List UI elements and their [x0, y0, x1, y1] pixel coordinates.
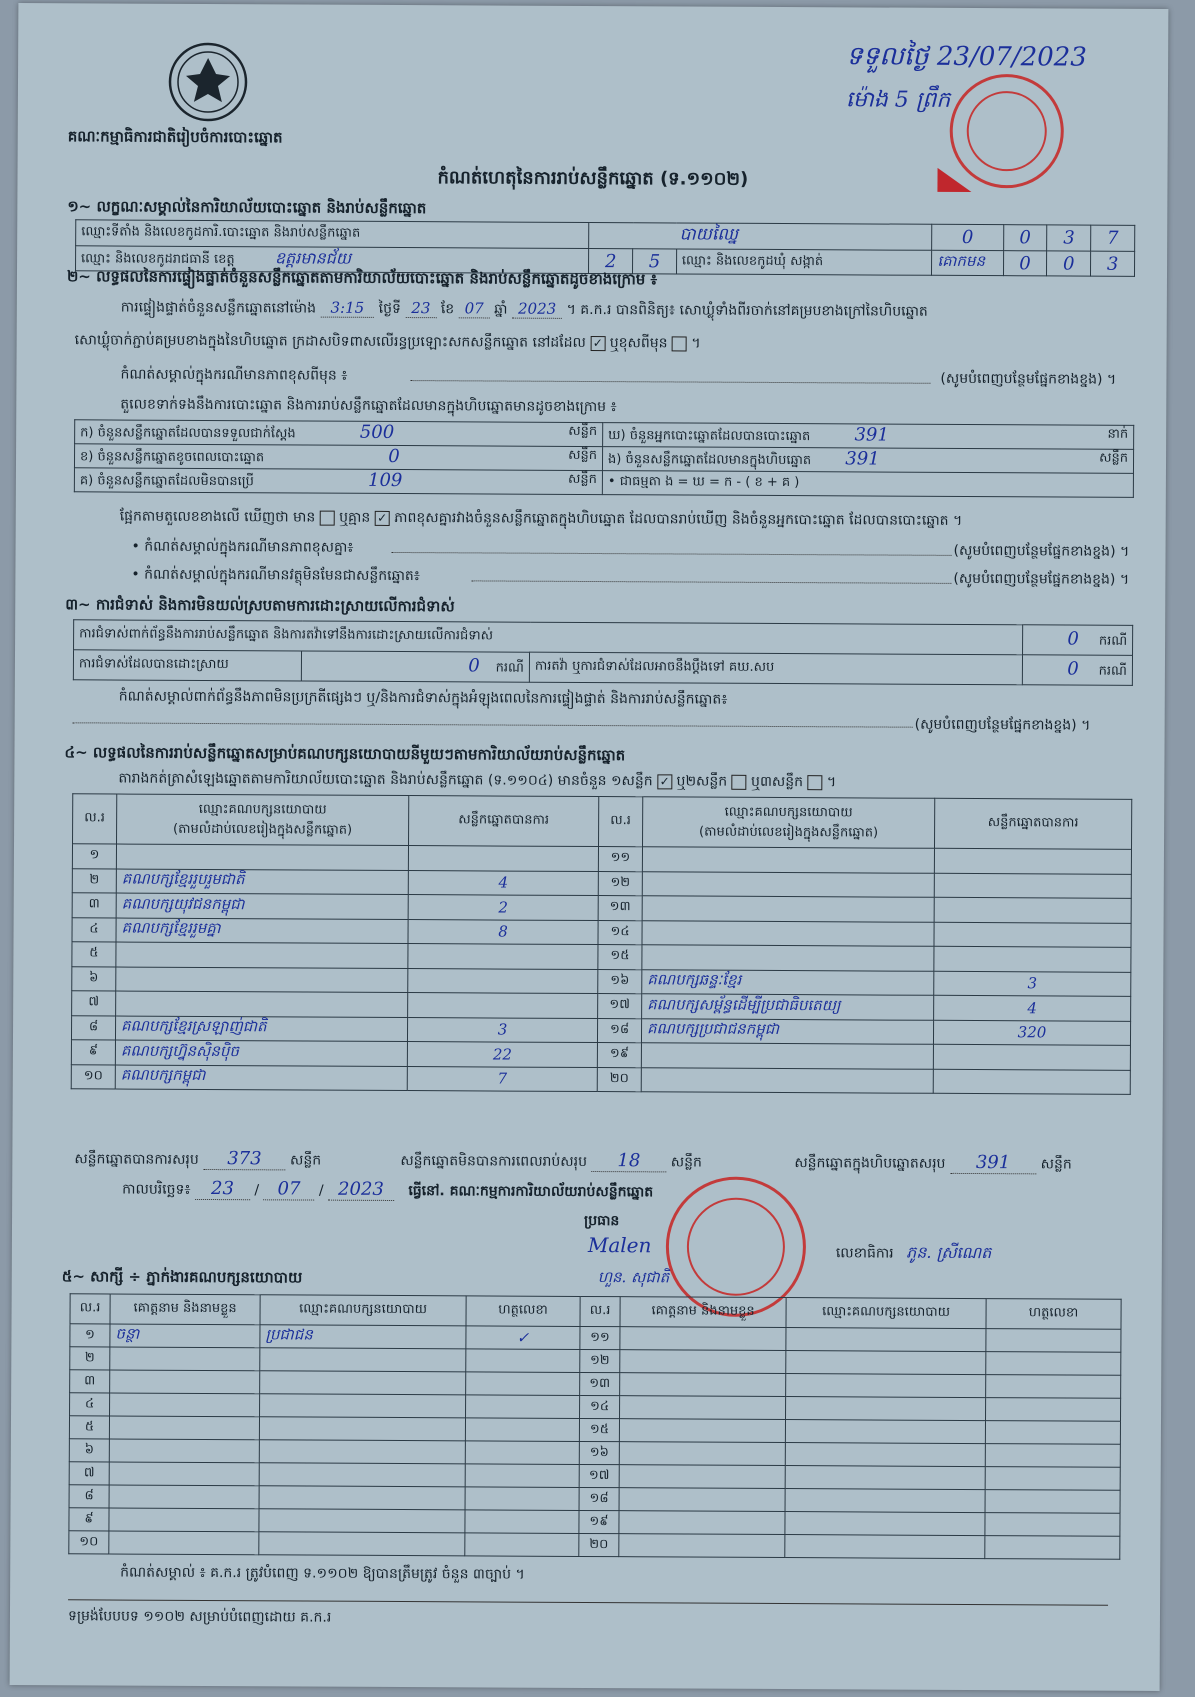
row-number: ៩ — [69, 1508, 109, 1531]
witness-signature — [466, 1372, 580, 1396]
difference-post: ភាពខុសគ្នារវាងចំនួនសន្លឹកឆ្នោតក្នុងហិបឆ្នោត ដែលបានរាប់ឃើញ និងចំនួនអ្នកបោះឆ្នោត ដែលបានបោះឆ្នោត ។ — [394, 509, 963, 529]
witness-signature — [465, 1510, 579, 1534]
unchanged-checkbox[interactable]: ✓ — [590, 336, 605, 351]
party-name — [116, 991, 408, 1017]
formula-note: • ជាធម្មតា ង = ឃ = ក - ( ខ + គ ) — [607, 474, 800, 491]
row-number: ១ — [72, 844, 116, 869]
witness-party — [260, 1348, 466, 1372]
row-number: ១០ — [71, 1064, 115, 1089]
office-label: ឈ្មោះទីតាំង និងលេខកូដការិ.បោះឆ្នោត និងរាប់សន្លឹកឆ្នោត — [76, 220, 589, 249]
witness-signature — [986, 1352, 1121, 1376]
unit-label: ករណី — [1098, 663, 1127, 679]
row-number: ១១ — [580, 1326, 620, 1349]
seal-check-text: សោឃ្លុំចាក់ភ្ជាប់គម្របខាងក្នុងនៃហិបឆ្នោត ក្រដាសបិទពាសលើរន្ធប្រឡោះសកសន្លឹកឆ្នោត នៅដដែល — [74, 332, 586, 351]
chair-name: ហួន. សុជាតិ — [597, 1268, 670, 1287]
unused-ballots-value: 109 — [368, 469, 403, 492]
date-day: 23 — [195, 1178, 250, 1200]
row-number: ៥ — [72, 942, 116, 967]
party-name: គណបក្សឆន្ទៈខ្មែរ — [642, 969, 934, 995]
spoiled-ballots-value: 0 — [388, 445, 400, 468]
witness-name — [619, 1511, 785, 1535]
row-number: ៩ — [71, 1040, 115, 1065]
province-code-digit: 2 — [589, 248, 633, 273]
irregularities-note: កំណត់សម្គាល់ពាក់ព័ន្ធនឹងភាពមិនប្រក្រតីផ្សេងៗ ឬ/និងការជំទាស់ក្នុងអំឡុងពេលនៃការផ្ទៀងផ្ទាត់ និងការរាប់សន្លឹកឆ្នោត៖ — [118, 688, 728, 708]
org-name: គណៈកម្មាធិការជាតិរៀបចំការបោះឆ្នោត — [67, 127, 283, 147]
invalid-total-line — [400, 1151, 702, 1172]
resolved-value: 0 — [468, 655, 480, 677]
unit-label: សន្លឹក — [567, 471, 597, 488]
secretary-label: លេខាធិការ — [835, 1245, 894, 1262]
header-no: ល.រ — [599, 797, 643, 847]
date-year: 2023 — [328, 1179, 394, 1201]
witness-party — [786, 1351, 986, 1375]
witness-name: ចន្ថា — [110, 1324, 260, 1348]
complaints-label: ការជំទាស់ពាក់ព័ន្ធនឹងការរាប់សន្លឹកឆ្នោត និងការតវ៉ាទៅនឹងការដោះស្រាយលើការជំទាស់ — [74, 620, 1023, 655]
row-number: ៥ — [69, 1416, 109, 1439]
difference-note-label: • កំណត់សម្គាល់ក្នុងករណីមានភាពខុសគ្នា៖ — [131, 538, 354, 556]
witness-signature — [985, 1444, 1120, 1468]
section2-title: ២~ លទ្ធផលនៃការផ្ទៀងផ្ទាត់ចំនួនសន្លឹកឆ្នោតតាមការិយាល័យបោះឆ្នោត និងរាប់សន្លឹកឆ្នោតដូចខាងក្រោម ៖ — [66, 267, 658, 289]
party-name: គណបក្សខ្មែររួបរួមជាតិ — [116, 869, 408, 895]
witness-name — [620, 1396, 786, 1420]
witness-party: ប្រជាជន — [260, 1325, 466, 1349]
invalid-total-value: 18 — [591, 1150, 666, 1172]
section5-title: ៥~ សាក្សី ÷ ភ្នាក់ងារគណបក្សនយោបាយ — [61, 1267, 303, 1287]
row-number: ៧ — [72, 991, 116, 1016]
emblem-icon — [166, 40, 250, 124]
complaints-table — [73, 619, 1133, 686]
verify-day-label: ថ្ងៃទី — [378, 300, 401, 318]
footer-divider — [68, 1599, 1108, 1605]
party-name — [116, 844, 408, 870]
chair-label: ប្រធាន — [583, 1212, 620, 1230]
row-number: ៨ — [69, 1485, 109, 1508]
witness-signature — [985, 1536, 1120, 1560]
header-votes: សន្លឹកឆ្នោតបានការ — [409, 796, 599, 847]
received-time: ម៉ោង 5 ព្រឹក — [845, 87, 951, 113]
witness-party — [259, 1486, 465, 1510]
row-number: ១៣ — [598, 896, 642, 921]
appeal-value: 0 — [1067, 658, 1079, 680]
row-number: ៣ — [70, 1370, 110, 1393]
witness-header-signature: ហត្ថលេខា — [986, 1299, 1121, 1330]
box-ballots-value: 391 — [845, 448, 880, 470]
witness-party — [260, 1394, 466, 1418]
row-number: ១៨ — [597, 1018, 641, 1043]
row-number: ៧ — [69, 1462, 109, 1485]
complaints-value: 0 — [1067, 628, 1079, 650]
header-party-sub: (តាមលំដាប់លេខរៀងក្នុងសន្លឹកឆ្នោត) — [173, 821, 353, 838]
witness-name — [619, 1488, 785, 1512]
witness-header-no: ល.រ — [580, 1296, 620, 1326]
witness-header-party: ឈ្មោះគណបក្សនយោបាយ — [786, 1298, 986, 1329]
office-code-digit: 3 — [1047, 225, 1091, 251]
object-note-line — [131, 566, 1130, 589]
witness-signature — [986, 1375, 1121, 1399]
witness-signature: ✓ — [466, 1326, 580, 1350]
party-votes: 2 — [408, 895, 598, 920]
unit-label: ករណី — [495, 660, 524, 676]
party-name — [642, 871, 934, 897]
voters-label: ឃ) ចំនួនអ្នកបោះឆ្នោតដែលបានបោះឆ្នោត — [608, 428, 811, 445]
witness-party — [259, 1440, 465, 1464]
witness-name — [619, 1465, 785, 1489]
no-difference-checkbox[interactable]: ✓ — [375, 510, 390, 525]
row-number: ៦ — [69, 1439, 109, 1462]
form-title: កំណត់ហេតុនៃការរាប់សន្លឹកឆ្នោត (ទ.១១០២) — [437, 167, 749, 190]
row-number: ១៣ — [580, 1372, 620, 1395]
row-number: ៤ — [70, 1393, 110, 1416]
witness-name — [620, 1327, 786, 1351]
row-number: ១២ — [580, 1349, 620, 1372]
object-note-end: (សូមបំពេញបន្ថែមផ្នែកខាងខ្នង) ។ — [953, 570, 1130, 588]
province-label: ឈ្មោះ និងលេខកូដរាជធានី ខេត្ត — [81, 251, 235, 268]
witness-signature — [465, 1418, 579, 1442]
header-party-label: ឈ្មោះគណបក្សនយោបាយ — [724, 804, 853, 820]
unit-label: សន្លឹក — [670, 1154, 702, 1171]
witness-header-name: គោត្តនាម និងនាមខ្លួន — [110, 1294, 260, 1325]
row-number: ១២ — [598, 871, 642, 896]
witness-party — [785, 1512, 985, 1536]
party-votes — [934, 873, 1131, 899]
table-row — [71, 1064, 1130, 1094]
party-votes — [934, 848, 1131, 874]
header-votes: សន្លឹកឆ្នោតបានការ — [934, 798, 1131, 849]
header-party-sub: (តាមលំដាប់លេខរៀងក្នុងសន្លឹកឆ្នោត) — [699, 824, 879, 841]
commune-code-digit: 0 — [1003, 251, 1047, 276]
signing-org: ធ្វើនៅ. គណៈកម្មការការិយាល័យរាប់សន្លឹកឆ្នោត — [408, 1183, 654, 1201]
three-sheets-label: ឬ៣សន្លឹក — [751, 773, 804, 791]
witness-name — [109, 1439, 259, 1463]
table-row — [69, 1531, 1120, 1560]
invalid-total-label: សន្លឹកឆ្នោតមិនបានការពេលរាប់សរុប — [400, 1153, 588, 1170]
changed-checkbox[interactable] — [672, 336, 687, 351]
row-number: ២០ — [579, 1533, 619, 1556]
unused-ballots-label: គ) ចំនួនសន្លឹកឆ្នោតដែលមិនបានប្រើ — [79, 473, 254, 490]
row-number: ១៧ — [598, 994, 642, 1019]
party-name: គណបក្សប្រជាជនកម្ពុជា — [641, 1018, 933, 1044]
witness-signature — [986, 1398, 1121, 1422]
box-total-label: សន្លឹកឆ្នោតក្នុងហិបឆ្នោតសរុប — [794, 1155, 946, 1172]
difference-line — [120, 508, 963, 530]
two-sheets-label: ឬ២សន្លឹក — [676, 773, 728, 790]
row-number: ១៤ — [598, 920, 642, 945]
received-note: ទទួលថ្ងៃ 23/07/2023 — [846, 41, 1087, 73]
province-code-digit: 5 — [633, 249, 677, 274]
witness-signature — [465, 1464, 579, 1488]
header-party — [643, 797, 935, 849]
party-votes: 3 — [934, 971, 1131, 997]
witness-signature — [465, 1441, 579, 1465]
difference-note-line — [131, 538, 1130, 561]
figures-row-3 — [74, 468, 1133, 498]
witness-signature — [985, 1490, 1120, 1514]
witness-party — [259, 1509, 465, 1533]
irregularities-line — [73, 709, 913, 727]
witness-party — [785, 1443, 985, 1467]
seal-check-line: សោឃ្លុំចាក់ភ្ជាប់គម្របខាងក្នុងនៃហិបឆ្នោត ក្រដាសបិទពាសលើរន្ធប្រឡោះសកសន្លឹកឆ្នោត នៅដដែល ✓ ឬខុសពីមុន ។ — [74, 332, 701, 352]
box-total-value: 391 — [950, 1152, 1036, 1174]
party-name: គណបក្សកម្ពុជា — [115, 1065, 407, 1091]
witness-name — [109, 1531, 259, 1555]
verify-day: 23 — [405, 299, 436, 318]
office-code-digit: 0 — [1003, 225, 1047, 251]
row-number: ៤ — [72, 917, 116, 942]
party-votes: 4 — [934, 995, 1131, 1021]
red-mark-icon — [935, 166, 975, 196]
row-number: ១៨ — [579, 1487, 619, 1510]
party-votes — [408, 993, 598, 1018]
witness-signature — [466, 1349, 580, 1373]
unit-label: សន្លឹក — [1099, 450, 1129, 466]
witness-name — [110, 1393, 260, 1417]
witness-name — [109, 1508, 259, 1532]
witness-party — [785, 1420, 985, 1444]
unit-label: នាក់ — [1107, 426, 1129, 442]
party-name — [642, 847, 934, 873]
secretary-name: ភូន. ស្រីណេត — [906, 1242, 992, 1263]
row-number: ១៥ — [579, 1418, 619, 1441]
party-votes: 7 — [407, 1066, 597, 1091]
totals-line — [74, 1149, 321, 1169]
party-name: គណបក្សយុវជនកម្ពុជា — [116, 893, 408, 919]
witness-party — [786, 1397, 986, 1421]
witness-header-no: ល.រ — [70, 1294, 110, 1324]
witness-signature — [986, 1329, 1121, 1353]
witness-signature — [465, 1487, 579, 1511]
party-name — [641, 1043, 933, 1069]
received-ballots-value: 500 — [359, 421, 395, 443]
party-name — [642, 920, 934, 946]
party-name — [641, 1067, 933, 1093]
party-votes: 320 — [933, 1020, 1130, 1046]
box-ballots-label: ង) ចំនួនសន្លឹកឆ្នោតដែលមានក្នុងហិបឆ្នោត — [607, 452, 812, 469]
voters-value: 391 — [854, 424, 889, 446]
diff-note-line — [120, 366, 1117, 389]
row-number: ១៤ — [580, 1395, 620, 1418]
witness-party — [259, 1532, 465, 1556]
verify-text: ។ គ.ក.រ បានពិនិត្យ៖ សោឃ្លុំទាំងពីរចាក់នៅគម្របខាងក្រៅនៃហិបឆ្នោត — [566, 301, 928, 320]
party-name: គណបក្សខ្មែររួមគ្នា — [116, 918, 408, 944]
unit-label: សន្លឹក — [568, 447, 598, 464]
office-code-digit: 0 — [932, 224, 1003, 250]
document-page — [10, 3, 1169, 1691]
row-number: ១៧ — [579, 1464, 619, 1487]
party-name: គណបក្សហ្វ៊ុនស៊ិនប៉ិច — [115, 1040, 407, 1066]
witness-header-name: គោត្តនាម និងនាមខ្លួន — [620, 1297, 786, 1328]
province-value: ឧត្តរមានជ័យ — [274, 248, 352, 268]
box-total-line — [794, 1153, 1072, 1173]
row-number: ៨ — [71, 1015, 115, 1040]
row-number: ៦ — [72, 966, 116, 991]
party-votes: 4 — [408, 870, 598, 895]
commune-label: ឈ្មោះ និងលេខកូដឃុំ សង្កាត់ — [681, 252, 824, 269]
witness-header-signature: ហត្ថលេខា — [466, 1296, 580, 1327]
row-number: ១៩ — [579, 1510, 619, 1533]
party-votes — [934, 922, 1131, 948]
figures-table — [74, 419, 1134, 498]
two-sheets-checkbox[interactable] — [732, 774, 747, 789]
one-sheet-checkbox[interactable]: ✓ — [657, 774, 672, 789]
party-votes: 22 — [407, 1042, 597, 1067]
results-table — [71, 793, 1133, 1095]
witness-signature — [466, 1395, 580, 1419]
unit-label: សន្លឹក — [1040, 1156, 1072, 1173]
date-month: 07 — [263, 1178, 314, 1200]
witness-name — [110, 1347, 260, 1371]
header-party — [117, 794, 409, 846]
diff-note-end: (សូមបំពេញបន្ថែមផ្នែកខាងខ្នង) ។ — [940, 370, 1117, 388]
changed-label: ឬខុសពីមុន — [609, 335, 668, 352]
verify-month-label: ខែ — [440, 301, 455, 318]
date-label: កាលបរិច្ឆេទ៖ — [122, 1181, 191, 1198]
verify-time: 3:15 — [320, 299, 374, 318]
witness-name — [620, 1373, 786, 1397]
witness-name — [619, 1419, 785, 1443]
witness-name — [619, 1534, 785, 1558]
witness-party — [785, 1535, 985, 1559]
party-votes: 8 — [408, 919, 598, 944]
diff-note-label: កំណត់សម្គាល់ក្នុងករណីមានភាពខុសពីមុន ៖ — [120, 366, 348, 384]
commune-code-digit: 3 — [1091, 251, 1135, 276]
party-votes — [408, 944, 598, 969]
appeal-label: ការតវ៉ា ឬការជំទាស់ដែលអាចនឹងប្តឹងទៅ គឃ.សប — [529, 652, 1022, 685]
party-name — [116, 967, 408, 993]
office-value: បាយឈ្នៃ — [589, 222, 932, 250]
difference-pre: ផ្អែកតាមតួលេខខាងលើ ឃើញថា មាន — [119, 508, 316, 526]
party-votes — [934, 897, 1131, 923]
object-note-label: • កំណត់សម្គាល់ក្នុងករណីមានវត្ថុមិនមែនជាសន្លឹកឆ្នោត៖ — [131, 566, 421, 585]
party-name: គណបក្សខ្មែរស្រឡាញ់ជាតិ — [115, 1016, 407, 1042]
witness-table — [68, 1293, 1121, 1560]
party-votes — [408, 846, 598, 871]
section4-title: ៤~ លទ្ធផលនៃការរាប់សន្លឹកឆ្នោតសម្រាប់គណបក្សនយោបាយនីមួយៗតាមការិយាល័យរាប់សន្លឹកឆ្នោត — [64, 743, 626, 765]
party-name — [642, 945, 934, 971]
witness-header-party: ឈ្មោះគណបក្សនយោបាយ — [260, 1295, 466, 1326]
row-number: ១៩ — [597, 1043, 641, 1068]
verify-line — [121, 298, 928, 321]
row-number: ២ — [72, 868, 116, 893]
witness-name — [109, 1485, 259, 1509]
party-votes — [408, 968, 598, 993]
unit-label: សន្លឹក — [568, 423, 598, 440]
section3-title: ៣~ ការជំទាស់ និងការមិនយល់ស្របតាមការដោះស្រាយលើការជំទាស់ — [65, 595, 455, 616]
verify-year: 2023 — [512, 300, 562, 319]
row-number: ១៦ — [598, 969, 642, 994]
witness-party — [786, 1374, 986, 1398]
row-number: ២ — [70, 1347, 110, 1370]
tally-sheet-text: តារាងកត់ត្រាសំឡេងឆ្នោតតាមការិយាល័យបោះឆ្នោត និងរាប់សន្លឹកឆ្នោត (ទ.១១០៤) មានចំនួន ១សន្លឹក — [118, 770, 653, 790]
bottom-note: កំណត់សម្គាល់ ៖ គ.ក.រ ត្រូវបំពេញ ទ.១១០២ ឱ្យបានត្រឹមត្រូវ ចំនួន ៣ច្បាប់ ។ — [120, 1564, 525, 1583]
row-number: ១ — [70, 1324, 110, 1347]
unit-label: ករណី — [1098, 633, 1128, 649]
valid-total-value: 373 — [203, 1148, 285, 1170]
party-name — [116, 942, 408, 968]
section1-title: ១~ លក្ខណៈសម្គាល់នៃការិយាល័យបោះឆ្នោត និងរាប់សន្លឹកឆ្នោត — [67, 197, 427, 218]
resolved-label: ការជំទាស់ដែលបានដោះស្រាយ — [73, 650, 301, 681]
date-line: កាលបរិច្ឆេទ៖ 23 / 07 / 2023 ធ្វើនៅ. គណៈកម្មការការិយាល័យរាប់សន្លឹកឆ្នោត — [122, 1178, 654, 1201]
party-name — [642, 896, 934, 922]
witness-signature — [465, 1533, 579, 1557]
valid-total-label: សន្លឹកឆ្នោតបានការសរុប — [74, 1151, 199, 1168]
witness-party — [259, 1463, 465, 1487]
party-name: គណបក្សសម្ព័ន្ធដើម្បីប្រជាធិបតេយ្យ — [642, 994, 934, 1020]
figures-intro: តួលេខទាក់ទងនឹងការបោះឆ្នោត និងការរាប់សន្លឹកឆ្នោតដែលមានក្នុងហិបឆ្នោតមានដូចខាងក្រោម ៖ — [120, 396, 617, 416]
party-votes: 3 — [407, 1017, 597, 1042]
witness-name — [109, 1416, 259, 1440]
row-number: ១៥ — [598, 945, 642, 970]
witness-name — [110, 1370, 260, 1394]
three-sheets-checkbox[interactable] — [807, 775, 822, 790]
witness-signature — [985, 1421, 1120, 1445]
verify-month: 07 — [459, 299, 490, 318]
row-number: ២០ — [597, 1067, 641, 1092]
difference-note-end: (សូមបំពេញបន្ថែមផ្នែកខាងខ្នង) ។ — [953, 542, 1130, 560]
party-votes — [933, 1044, 1130, 1070]
header-party-label: ឈ្មោះគណបក្សនយោបាយ — [198, 801, 327, 818]
witness-name — [109, 1462, 259, 1486]
header-no: ល.រ — [73, 794, 117, 844]
tally-sheet-line: តារាងកត់ត្រាសំឡេងឆ្នោតតាមការិយាល័យបោះឆ្នោត និងរាប់សន្លឹកឆ្នោត (ទ.១១០៤) មានចំនួន ១សន្លឹក ✓ ឬ២សន្លឹក ឬ៣សន្លឹក ។ — [118, 770, 837, 791]
spoiled-ballots-label: ខ) ចំនួនសន្លឹកឆ្នោតខូចពេលបោះឆ្នោត — [79, 449, 265, 466]
secretary-line — [836, 1243, 992, 1263]
row-number: ៣ — [72, 893, 116, 918]
unit-label: សន្លឹក — [290, 1152, 322, 1169]
office-code-digit: 7 — [1091, 225, 1135, 251]
witness-party — [785, 1466, 985, 1490]
witness-name — [619, 1442, 785, 1466]
received-ballots-label: ក) ចំនួនសន្លឹកឆ្នោតដែលបានទទួលជាក់ស្តែង — [80, 425, 296, 442]
row-number: ១០ — [69, 1531, 109, 1554]
witness-party — [260, 1371, 466, 1395]
commune-code-digit: 0 — [1047, 251, 1091, 276]
chair-signature: Malen — [587, 1233, 652, 1258]
witness-name — [620, 1350, 786, 1374]
commune-value: គោកមន — [932, 250, 1003, 275]
party-votes — [934, 946, 1131, 972]
row-number: ១៦ — [579, 1441, 619, 1464]
verify-time-label: ការផ្ទៀងផ្ទាត់ចំនួនសន្លឹកឆ្នោតនៅម៉ោង — [120, 299, 317, 317]
row-number: ១១ — [598, 847, 642, 872]
footer-text: ទម្រង់បែបបទ ១១០២ សម្រាប់បំពេញដោយ គ.ក.រ — [67, 1608, 332, 1626]
party-votes — [933, 1069, 1130, 1095]
has-difference-checkbox[interactable] — [320, 510, 335, 525]
witness-signature — [985, 1467, 1120, 1491]
no-difference-label: ឬគ្មាន — [339, 509, 371, 526]
verify-year-label: ឆ្នាំ — [494, 301, 508, 318]
witness-party — [785, 1489, 985, 1513]
irregularities-end: (សូមបំពេញបន្ថែមផ្នែកខាងខ្នង) ។ — [914, 716, 1091, 734]
witness-party — [259, 1417, 465, 1441]
witness-signature — [985, 1513, 1120, 1537]
witness-party — [786, 1328, 986, 1352]
